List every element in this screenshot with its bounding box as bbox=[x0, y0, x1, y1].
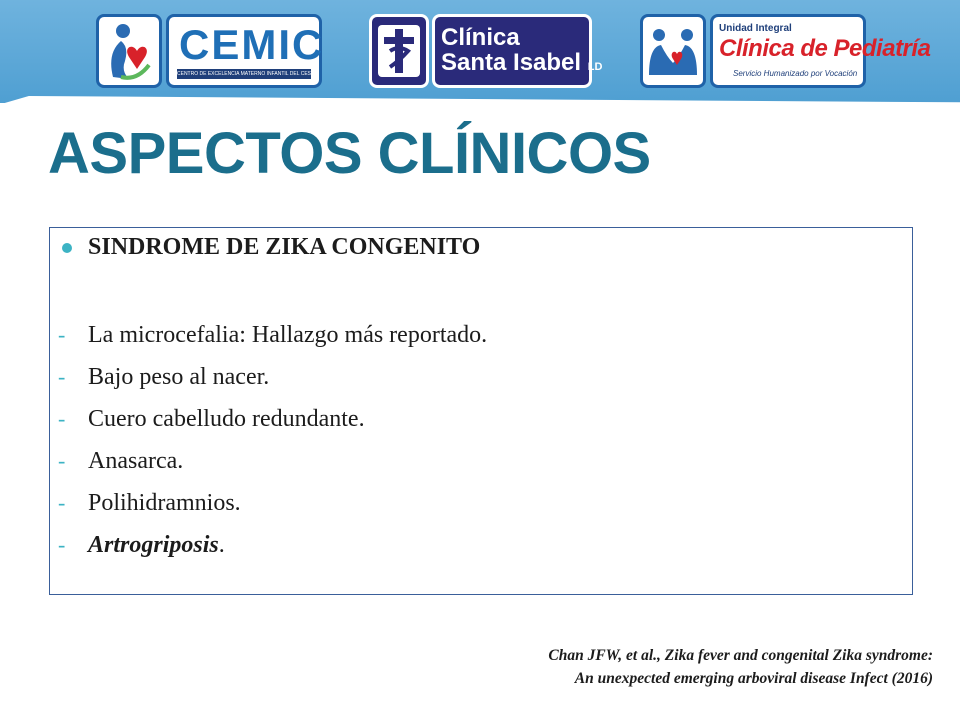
list-item bbox=[58, 524, 487, 566]
mother-child-icon bbox=[99, 17, 159, 85]
citation-line1: Chan JFW, et al., Zika fever and congenital Zika syndrome: bbox=[548, 647, 933, 664]
list-item bbox=[58, 356, 487, 398]
list-item-text: Bajo peso al nacer. bbox=[88, 363, 270, 390]
list-item bbox=[58, 314, 487, 356]
pediatria-family-logo bbox=[640, 14, 706, 88]
list-item-text: La microcefalia: Hallazgo más reportado. bbox=[88, 321, 488, 348]
dash-bullet-icon: - bbox=[58, 448, 66, 473]
santa-isabel-emblem bbox=[369, 14, 429, 88]
bullet-dot-icon bbox=[62, 243, 72, 253]
list-item bbox=[58, 440, 487, 482]
list-item bbox=[58, 482, 487, 524]
dash-bullet-icon: - bbox=[58, 532, 66, 557]
pediatria-logo-main: Clínica de Pediatría bbox=[719, 35, 931, 62]
dash-bullet-icon: - bbox=[58, 490, 66, 515]
content-box bbox=[49, 227, 913, 595]
cemic-logo bbox=[166, 14, 325, 88]
pediatria-logo-sub: Servicio Humanizado por Vocación bbox=[733, 69, 858, 78]
citation-line2: An unexpected emerging arboviral disease Infect (2016) bbox=[574, 670, 933, 687]
list-item-text: Polihidramnios. bbox=[88, 489, 241, 516]
cemic-heart-logo bbox=[96, 14, 162, 88]
santa-isabel-line1: Clínica bbox=[441, 24, 520, 51]
dash-bullet-icon: - bbox=[58, 406, 66, 431]
symptom-list bbox=[58, 314, 487, 566]
cemic-logo-text: CEMIC bbox=[179, 21, 325, 68]
slide-title: ASPECTOS CLÍNICOS bbox=[48, 121, 651, 186]
pediatria-logo bbox=[710, 14, 931, 88]
list-item-text: Cuero cabelludo redundante. bbox=[88, 405, 365, 432]
section-heading bbox=[62, 234, 480, 261]
cross-emblem-icon bbox=[372, 17, 426, 85]
dash-bullet-icon: - bbox=[58, 364, 66, 389]
section-heading-text: SINDROME DE ZIKA CONGENITO bbox=[88, 234, 481, 260]
list-item-text-emphasis: Artrogriposis bbox=[88, 531, 219, 558]
header-banner bbox=[0, 0, 960, 103]
dash-bullet-icon: - bbox=[58, 322, 66, 347]
list-item-text: Anasarca. bbox=[88, 447, 184, 474]
santa-isabel-suffix: LD bbox=[587, 61, 603, 73]
citation bbox=[548, 644, 933, 690]
pediatria-logo-top: Unidad Integral bbox=[719, 23, 792, 34]
family-heart-icon bbox=[643, 17, 703, 85]
santa-isabel-logo bbox=[432, 14, 603, 88]
cemic-logo-subtitle: CENTRO DE EXCELENCIA MATERNO INFANTIL DEL CESAR bbox=[177, 71, 318, 77]
list-item-suffix: . bbox=[218, 531, 225, 558]
list-item bbox=[58, 398, 487, 440]
santa-isabel-line2: Santa Isabel bbox=[441, 49, 582, 76]
